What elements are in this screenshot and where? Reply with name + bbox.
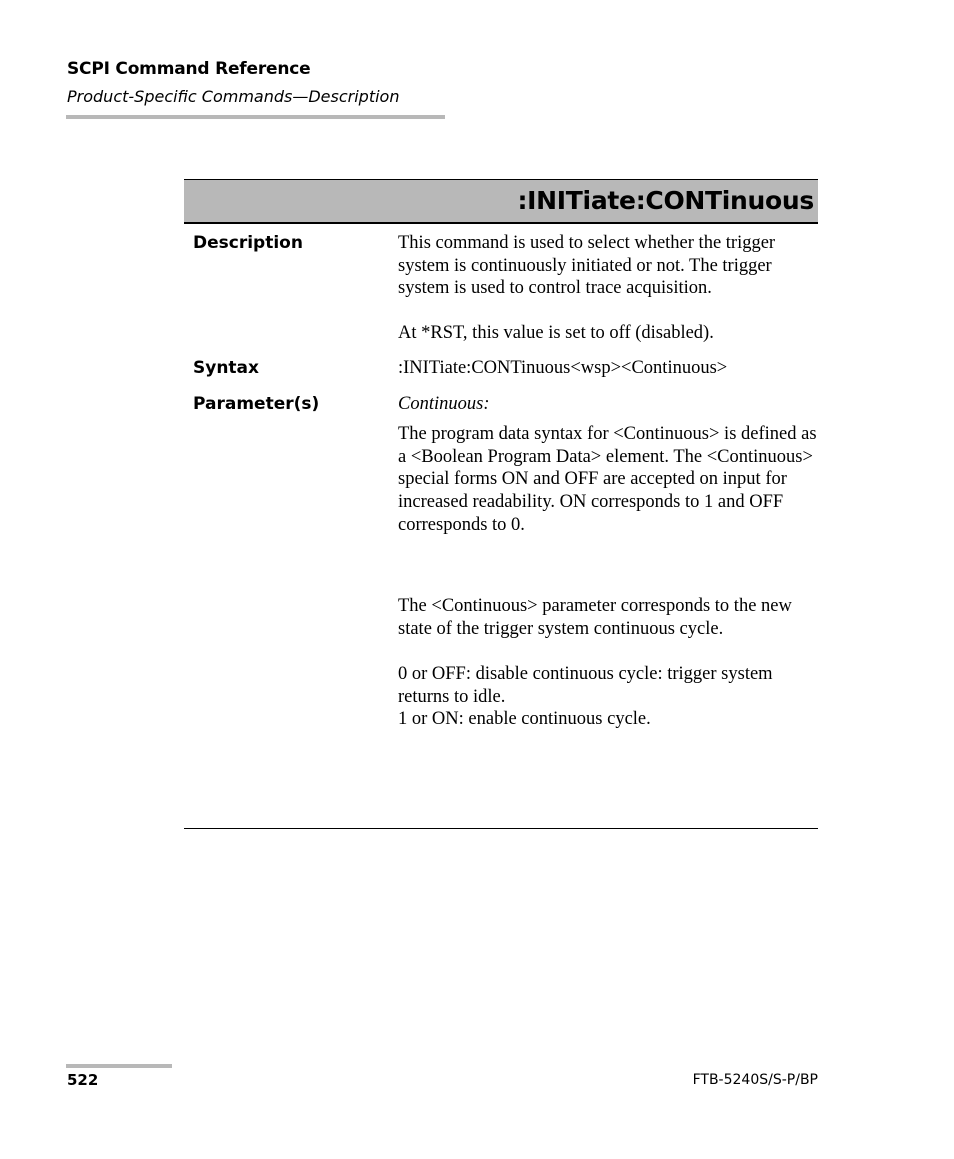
product-code: FTB-5240S/S-P/BP xyxy=(692,1072,818,1088)
command-header xyxy=(184,179,818,224)
parameter-paragraph: The program data syntax for <Continuous> is defined as a <Boolean Program Data> element. The <Continuous> special forms ON and OFF are accepted on input for increased readability. ON corresponds to 1 and OFF corresponds to 0. xyxy=(398,424,817,535)
description-paragraph: At *RST, this value is set to off (disabled). xyxy=(398,323,714,344)
parameters-label: Parameter(s) xyxy=(193,393,320,414)
description-label: Description xyxy=(193,233,303,253)
parameter-paragraph: 0 or OFF: disable continuous cycle: trigger system returns to idle. xyxy=(398,663,773,707)
parameters-row xyxy=(184,393,818,731)
description-content xyxy=(398,232,818,345)
running-head-rule xyxy=(66,115,445,119)
parameters-content xyxy=(398,393,818,731)
description-paragraph: This command is used to select whether the trigger system is continuously initiated or not. The trigger system is used to control trace acquisition. xyxy=(398,233,776,299)
parameter-paragraph: 1 or ON: enable continuous cycle. xyxy=(398,709,651,730)
description-row xyxy=(184,224,818,345)
command-table xyxy=(184,179,818,731)
page-number: 522 xyxy=(67,1071,99,1089)
table-bottom-rule xyxy=(184,828,818,829)
running-head-subtitle: Product-Specific Commands—Description xyxy=(67,87,400,106)
command-name: :INITiate:CONTinuous xyxy=(517,186,814,215)
footer-rule xyxy=(66,1064,172,1068)
syntax-text: :INITiate:CONTinuous<wsp><Continuous> xyxy=(398,357,728,378)
running-head xyxy=(67,58,445,108)
syntax-row xyxy=(184,357,818,380)
syntax-content xyxy=(398,357,818,380)
parameter-name: Continuous: xyxy=(398,393,490,414)
parameter-paragraph: The <Continuous> parameter corresponds to the new state of the trigger system continuous cycle. xyxy=(398,596,792,639)
syntax-label: Syntax xyxy=(193,357,259,378)
running-head-title: SCPI Command Reference xyxy=(67,59,311,79)
